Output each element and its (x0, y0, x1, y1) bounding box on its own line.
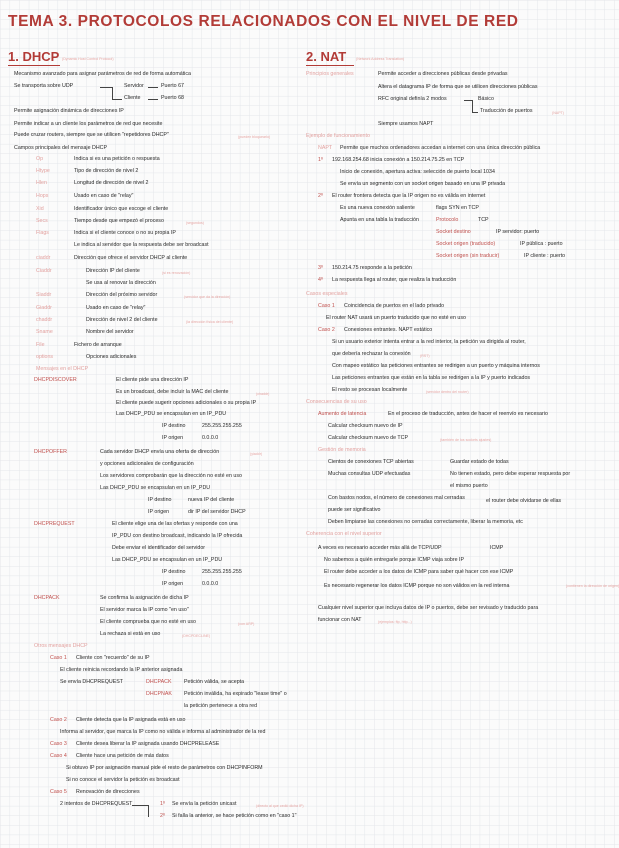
ip-dest-value: nueva IP del cliente (188, 497, 235, 503)
case-line: Las peticiones entrantes que están en la tabla se redirigen a la IP y puerto indicados (332, 375, 531, 381)
case-line: Si un usuario exterior intenta entrar a la red interior, la petición va dirigida al router, (332, 339, 526, 345)
connector-line (148, 87, 158, 88)
case-note: (RST) (420, 354, 430, 358)
case-line: Se envía DHCPREQUEST (60, 679, 123, 685)
connector-line (112, 87, 113, 99)
case-key: Caso 5 (50, 789, 67, 795)
case-note: (directo al que cedió dicha IP) (256, 804, 304, 808)
msg-offer-key: DHCPOFFER (34, 449, 67, 455)
mode-napt: Traducción de puertos (480, 108, 533, 114)
case-line: Petición válida, se acepta (184, 679, 245, 685)
msg-discover-key: DHCPDISCOVER (34, 377, 77, 383)
field-desc: Dirección de nivel 2 del cliente (86, 317, 158, 323)
case-key: Caso 3 (50, 741, 67, 747)
dhcp-line: Puede cruzar routers, siempre que se utilicen "repetidores DHCP" (14, 132, 169, 138)
connector-line (132, 805, 148, 806)
msg-ack-key: DHCPACK (34, 595, 60, 601)
msg-line: El cliente pide una dirección IP (116, 377, 189, 383)
case-line: El cliente reinicia recordando la IP anterior asignada (60, 667, 183, 673)
field-key: Xid (36, 206, 44, 212)
server-label: Servidor (124, 83, 144, 89)
nat-line: Cientos de conexiones TCP abiertas (328, 459, 414, 465)
field-desc: Se usa al renovar la dirección (86, 280, 156, 286)
nat-line: Cualquier nivel superior que incluya datos de IP o puertos, debe ser revisado y traducido para (318, 605, 539, 611)
field-key: Op (36, 156, 44, 162)
nat-line: 150.214.75 responde a la petición (332, 265, 412, 271)
nat-line: puede ser significativo (328, 507, 381, 513)
field-key: Flags (36, 230, 49, 236)
ip-orig-value: 0.0.0.0 (202, 581, 219, 587)
field-desc: Dirección que ofrece el servidor DHCP al cliente (74, 255, 188, 261)
nat-line: Muchas consultas UDP efectuadas (328, 471, 411, 477)
nat-note: (NAPT) (552, 111, 564, 115)
connector-line (464, 100, 472, 101)
case-line: la petición pertenece a otra red (184, 703, 258, 709)
ip-orig-label: IP origen (162, 435, 184, 441)
nat-line: A veces es necesario acceder más allá de TCP/UDP (318, 545, 442, 551)
msg-line: El cliente elige una de las ofertas y responde con una (112, 521, 238, 527)
case-title: Cliente desea liberar la IP asignada usando DHCPRELEASE (76, 741, 220, 747)
field-key: Siaddr (36, 292, 52, 298)
case-line: Petición inválida, ha expirado "lease time" o (184, 691, 287, 697)
nat-line: En el proceso de traducción, antes de hacer el reenvío es necesario (388, 411, 548, 417)
case-key: Caso 1 (318, 303, 335, 309)
nat-line: RFC original definía 2 modos (378, 96, 447, 102)
ip-dest-label: IP destino (148, 497, 172, 503)
messages-heading: Mensajes en el DHCP (36, 366, 89, 372)
mode-basic: Básico (478, 96, 494, 102)
msg-line: El cliente comprueba que no esté en uso (100, 619, 196, 625)
nat-note: (también de los sockets ajustes) (440, 438, 492, 442)
msg-line: Debe enviar el identificador del servidor (112, 545, 206, 551)
nat-line: Es necesario regenerar los datos ICMP porque no son válidos en la red interna (324, 583, 510, 589)
nat-line: No tienen estado, pero debe esperar respuesta por (450, 471, 571, 477)
case-key: Caso 4 (50, 753, 67, 759)
socket-dest-value: IP servidor: puerto (496, 229, 540, 235)
nat-section-heading: Casos especiales (306, 291, 348, 297)
nat-line: Permite que muchos ordenadores accedan a internet con una única dirección pública (340, 145, 541, 151)
msg-note: (chaddr) (256, 392, 270, 396)
case-key: Caso 2 (50, 717, 67, 723)
case-key: Caso 2 (318, 327, 335, 333)
nat-line: Altera el datagrama IP de forma que se utilicen direcciones públicas (378, 84, 538, 90)
field-desc: Tipo de dirección de nivel 2 (74, 168, 139, 174)
nat-line: flags SYN en TCP (436, 205, 479, 211)
field-desc: Opciones adicionales (86, 354, 137, 360)
field-key: Sname (36, 329, 53, 335)
field-desc: Dirección del próximo servidor (86, 292, 158, 298)
ack-key: DHCPACK (146, 679, 172, 685)
field-key: Secs (36, 218, 48, 224)
msg-line: Cada servidor DHCP envía una oferta de dirección (100, 449, 220, 455)
case-title: Cliente detecta que la IP asignada está en uso (76, 717, 186, 723)
client-label: Cliente (124, 95, 141, 101)
ip-dest-value: 255.255.255.255 (202, 423, 242, 429)
step-number: 2º (160, 813, 165, 819)
step-number: 1º (318, 157, 323, 163)
ip-dest-value: 255.255.255.255 (202, 569, 242, 575)
nat-line: Guardar estado de todas (450, 459, 509, 465)
nak-key: DHCPNAK (146, 691, 172, 697)
msg-line: IP_PDU con destino broadcast, indicando la IP ofrecida (112, 533, 243, 539)
msg-line: La rechaza si está en uso (100, 631, 161, 637)
field-note: (segundos) (186, 221, 204, 225)
case-note: (servidor dentro del router) (426, 390, 469, 394)
step-number: 1º (160, 801, 165, 807)
field-note: (la dirección física del cliente) (186, 320, 234, 324)
case-line: El router NAT usará un puerto traducido que no esté en uso (326, 315, 466, 321)
connector-line (472, 100, 473, 112)
case-title: Coincidencia de puertos en el lado privado (344, 303, 445, 309)
socket-translated-value: IP pública : puerto (520, 241, 563, 247)
case-line: Si obtuvo IP por asignación manual pide el resto de parámetros con DHCPINFORM (66, 765, 263, 771)
page-title: TEMA 3. PROTOCOLOS RELACIONADOS CON EL NIVEL DE RED (8, 13, 519, 30)
case-title: Cliente con "recuerdo" de su IP (76, 655, 150, 661)
nat-line: Es una nueva conexión saliente (340, 205, 415, 211)
case-line: Informa al servidor, que marca la IP como no válida e informa al administrador de la red (60, 729, 266, 735)
nat-line: Deben limpiarse las conexiones no cerradas correctamente, liberar la memoria, etc (328, 519, 523, 525)
field-desc: Fichero de arranque (74, 342, 122, 348)
field-desc: Usado en caso de "relay" (74, 193, 134, 199)
protocol-value: TCP (478, 217, 489, 223)
nat-section-heading: Ejemplo de funcionamiento (306, 133, 370, 139)
case-title: Cliente hace una petición de más datos (76, 753, 169, 759)
case-line: Se envía la petición unicast (172, 801, 237, 807)
field-desc: Tiempo desde que empezó el proceso (74, 218, 164, 224)
ip-dest-label: IP destino (162, 569, 186, 575)
field-desc: Identificador único que escoge el cliente (74, 206, 169, 212)
memory-key: Gestión de memoria (318, 447, 366, 453)
nat-section-heading: Principios generales (306, 71, 354, 77)
nat-line: el router debe olvidarse de ellas (486, 498, 562, 504)
msg-line: Las DHCP_PDU se encapsulan en un IP_PDU (116, 411, 227, 417)
socket-orig-key: Socket origen (sin traducir) (436, 253, 500, 259)
case-key: Caso 1 (50, 655, 67, 661)
field-desc: Nombre del servidor (86, 329, 134, 335)
msg-line: El cliente puede sugerir opciones adicionales o su propia IP (116, 400, 257, 406)
field-key: Hops (36, 193, 49, 199)
socket-orig-value: IP cliente : puerto (524, 253, 566, 259)
nat-line: Calcular checksum nuevo de TCP (328, 435, 408, 441)
nat-line: Apunta en una tabla la traducción (340, 217, 419, 223)
dhcp-line: Permite asignación dinámica de direcciones IP (14, 108, 124, 114)
case-title: Conexiones entrantes. NAPT estático (344, 327, 433, 333)
protocol-key: Protocolo (436, 217, 459, 223)
case-line: El resto se procesan localmente (332, 387, 408, 393)
dhcp-underline (8, 65, 60, 66)
field-key: Htype (36, 168, 50, 174)
dhcp-line: Mecanismo avanzado para asignar parámetros de red de forma automática (14, 71, 191, 77)
case-line: Con mapeo estático las peticiones entrantes se redirigen a un puerto y máquina internos (332, 363, 540, 369)
connector-line (100, 87, 112, 88)
ip-orig-label: IP origen (148, 509, 170, 515)
nat-line: El router frontera detecta que la IP origen no es válida en internet (332, 193, 486, 199)
msg-note: (yiaddr) (250, 452, 263, 456)
nat-heading: 2. NAT (306, 49, 347, 64)
dhcp-heading-note: (Dynamic Host Control Protocol) (62, 57, 114, 61)
msg-line: Se confirma la asignación de dicha IP (100, 595, 189, 601)
field-key: Ciaddr (36, 268, 52, 274)
fields-heading: Campos principales del mensaje DHCP (14, 145, 108, 151)
step-number: 2º (318, 193, 323, 199)
ip-orig-value: dir IP del servidor DHCP (188, 509, 246, 515)
ip-dest-label: IP destino (162, 423, 186, 429)
field-desc: Dirección IP del cliente (86, 268, 140, 274)
nat-section-heading: Coherencia con el nivel superior (306, 531, 382, 537)
nat-line: Calcular checksum nuevo de IP (328, 423, 403, 429)
msg-line: Los servidores comprobarán que la dirección no esté en uso (100, 473, 242, 479)
nat-line: Permite acceder a direcciones públicas desde privadas (378, 71, 508, 77)
msg-request-key: DHCPREQUEST (34, 521, 75, 527)
case-line: 2 intentos de DHCPREQUEST (60, 801, 133, 807)
connector-line (472, 112, 478, 113)
nat-line: 192.168.254.68 inicia conexión a 150.214.75.25 en TCP (332, 157, 465, 163)
field-key: File (36, 342, 45, 348)
msg-line: Las DHCP_PDU se encapsulan en un IP_PDU (112, 557, 223, 563)
nat-line: El router debe acceder a los datos de ICMP para saber qué hacer con ese ICMP (324, 569, 514, 575)
case-title: Renovación de direcciones (76, 789, 140, 795)
server-port: Puerto 67 (161, 83, 184, 89)
connector-line (112, 99, 122, 100)
nat-line: No sabemos a quién entregarle porque ICMP viaja sobre IP (324, 557, 465, 563)
nat-line: Se envía un segmento con un socket origen basado en una IP privada (340, 181, 506, 187)
field-desc: Indica si es una petición o respuesta (74, 156, 160, 162)
nat-line: La respuesta llega al router, que realiza la traducción (332, 277, 457, 283)
nat-line: Con bastos nodos, el número de conexiones mal cerradas (328, 495, 465, 501)
field-key: chaddr (36, 317, 53, 323)
field-key: Giaddr (36, 305, 52, 311)
latency-key: Aumento de latencia (318, 411, 367, 417)
msg-note: (con ARP) (238, 622, 255, 626)
field-desc: Usado en caso de "relay" (86, 305, 146, 311)
case-line: Si no conoce el servidor la petición es broadcast (66, 777, 180, 783)
field-key: options (36, 354, 54, 360)
napt-key: NAPT (318, 145, 333, 151)
nat-line: Siempre usamos NAPT (378, 121, 434, 127)
connector-line (148, 805, 149, 817)
nat-line: ICMP (490, 545, 504, 551)
msg-line: Las DHCP_PDU se encapsulan en un IP_PDU (100, 485, 211, 491)
msg-line: Es un broadcast, debe incluir la MAC del cliente (116, 389, 229, 395)
field-note: (si es renovación) (162, 271, 191, 275)
case-line: Si falla la anterior, se hace petición como en "caso 1" (172, 813, 297, 819)
nat-note: (ejemplos: ftp, http...) (378, 620, 412, 624)
dhcp-line: Permite indicar a un cliente los parámetros de red que necesite (14, 121, 163, 127)
nat-line: el mismo puerto (450, 483, 488, 489)
nat-note: (contienen la dirección de origen) (566, 584, 619, 588)
nat-line: funcionar con NAT (318, 617, 362, 623)
msg-line: El servidor marca la IP como "en uso" (100, 607, 189, 613)
field-desc: Longitud de dirección de nivel 2 (74, 180, 149, 186)
socket-dest-key: Socket destino (436, 229, 471, 235)
field-desc: Le indica al servidor que la respuesta debe ser broadcast (74, 242, 209, 248)
dhcp-heading: 1. DHCP (8, 49, 60, 64)
field-desc: Indica si el cliente conoce o no su propia IP (74, 230, 176, 236)
field-key: ciaddr (36, 255, 51, 261)
other-messages-heading: Otros mensajes DHCP (34, 643, 88, 649)
nat-line: Inicio de conexión, apertura activa: selección de puerto local 1034 (340, 169, 495, 175)
step-number: 4º (318, 277, 323, 283)
dhcp-note: (pueden bloquearlo) (238, 135, 271, 139)
client-port: Puerto 68 (161, 95, 184, 101)
case-line: que debería rechazar la conexión (332, 351, 411, 357)
ip-orig-value: 0.0.0.0 (202, 435, 219, 441)
nat-underline (306, 65, 354, 66)
field-key: Hlen (36, 180, 47, 186)
msg-note: (DHCPDECLINE) (182, 634, 211, 638)
dhcp-line: Se transporta sobre UDP (14, 83, 74, 89)
step-number: 3º (318, 265, 323, 271)
ip-orig-label: IP origen (162, 581, 184, 587)
connector-line (148, 99, 158, 100)
socket-translated-key: Socket origen (traducido) (436, 241, 496, 247)
msg-line: y opciones adicionales de configuración (100, 461, 194, 467)
nat-heading-note: (Network Address Translation) (356, 57, 405, 61)
nat-section-heading: Consecuencias de su uso (306, 399, 367, 405)
field-note: (servidor que da la dirección) (184, 295, 231, 299)
